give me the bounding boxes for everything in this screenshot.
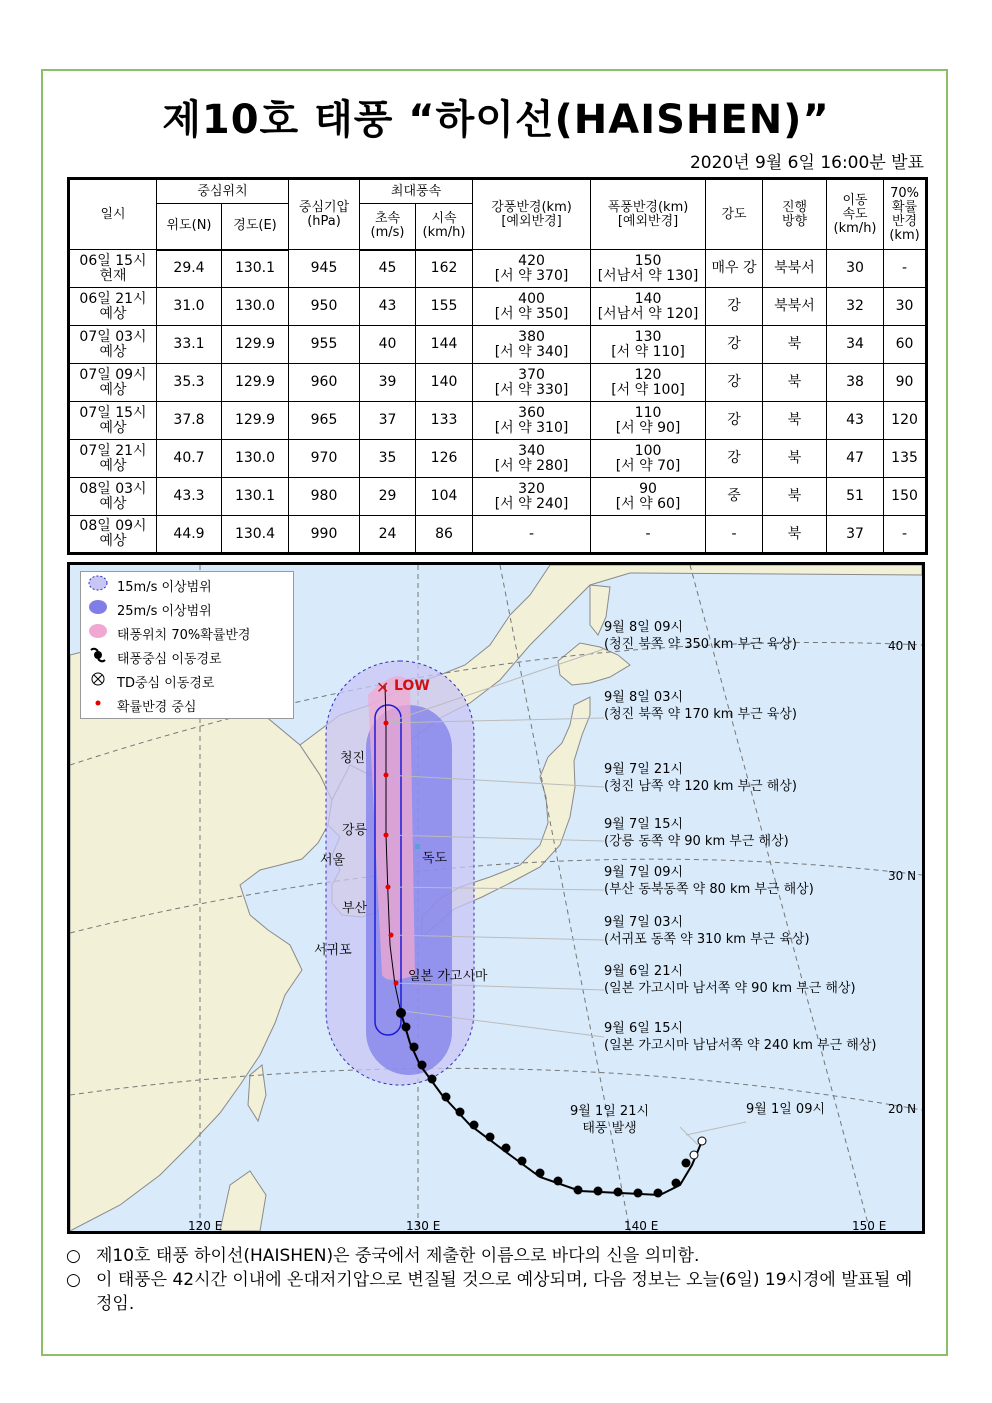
header-prob: 70% 확률 반경 (km) [884,179,927,250]
cell-intensity: 강 [706,440,763,478]
cell-strong-radius: 360 [서 약 310] [473,402,591,440]
note-1: ○ 제10호 태풍 하이선(HAISHEN)은 중국에서 제출한 이름으로 바다의 신을 의미함. [66,1246,700,1266]
cell-pressure: 970 [289,440,360,478]
header-kmh: 시속 (km/h) [416,204,473,250]
typhoon-track-map [67,562,925,1234]
current-position [396,1008,406,1018]
legend-center: 확률반경 중심 [87,694,196,716]
cell-prob: - [884,516,927,554]
track-point [634,1189,643,1198]
cell-time: 08일 09시 예상 [69,516,157,554]
land-philippines [220,1171,266,1231]
cell-pressure: 950 [289,288,360,326]
table-row [69,516,927,554]
track-point [486,1133,495,1142]
cell-lat: 44.9 [157,516,222,554]
cell-direction: 북 [763,402,827,440]
track-point [442,1093,451,1102]
cell-prob: 120 [884,402,927,440]
annotation-0907-21: 9월 7일 21시 (청진 남쪽 약 120 km 부근 해상) [604,762,797,794]
cell-ms: 24 [360,516,416,554]
cell-lon: 130.4 [222,516,289,554]
cell-intensity: 강 [706,326,763,364]
cell-lat: 43.3 [157,478,222,516]
legend-td: TD중심 이동경로 [87,670,214,692]
cell-storm-radius: 150 [서남서 약 130] [591,250,706,288]
cell-kmh: 126 [416,440,473,478]
cell-lat: 37.8 [157,402,222,440]
annotation-0906-15: 9월 6일 15시 (일본 가고시마 남남서쪽 약 240 km 부근 해상) [604,1021,877,1053]
map-legend [80,571,294,719]
track-point [410,1043,419,1052]
forecast-center-point [384,721,389,726]
cell-direction: 북 [763,440,827,478]
cell-direction: 북 [763,364,827,402]
td-icon [87,670,109,688]
cell-direction: 북 [763,326,827,364]
track-point [402,1023,411,1032]
cell-intensity: - [706,516,763,554]
cell-strong-radius: 420 [서 약 370] [473,250,591,288]
cell-pressure: 980 [289,478,360,516]
header-lat: 위도(N) [157,204,222,250]
forecast-table [67,177,928,555]
cell-storm-radius: 140 [서남서 약 120] [591,288,706,326]
track-point [470,1121,479,1130]
header-ms: 초속 (m/s) [360,204,416,250]
track-point [554,1177,563,1186]
cell-storm-radius: 110 [서 약 90] [591,402,706,440]
cell-ms: 39 [360,364,416,402]
cell-lon: 130.0 [222,288,289,326]
cell-speed: 32 [827,288,884,326]
table-row [69,402,927,440]
cell-ms: 37 [360,402,416,440]
track-point [574,1186,583,1195]
land-taiwan [248,1065,266,1121]
header-direction: 진행 방향 [763,179,827,250]
track-point [456,1108,465,1117]
cell-pressure: 955 [289,326,360,364]
cell-ms: 35 [360,440,416,478]
forecast-center-point [386,885,391,890]
lat-40: 40 N [888,639,917,653]
land-asia [70,635,332,1231]
td-mark-2 [690,1151,698,1159]
legend-track: 태풍중심 이동경로 [87,646,222,668]
cell-intensity: 매우 강 [706,250,763,288]
table-row [69,250,927,288]
cell-kmh: 144 [416,326,473,364]
cell-kmh: 86 [416,516,473,554]
table-row [69,288,927,326]
place-seogwipo: 서귀포 [314,943,352,958]
cell-time: 07일 21시 예상 [69,440,157,478]
cell-lon: 129.9 [222,364,289,402]
header-pressure: 중심기압 (hPa) [289,179,360,250]
cell-storm-radius: 130 [서 약 110] [591,326,706,364]
track-point [614,1188,623,1197]
header-storm-radius: 폭풍반경(km) [예외반경] [591,179,706,250]
cell-storm-radius: - [591,516,706,554]
cell-storm-radius: 120 [서 약 100] [591,364,706,402]
cell-prob: - [884,250,927,288]
cell-lon: 129.9 [222,326,289,364]
cell-speed: 30 [827,250,884,288]
track-point [594,1187,603,1196]
lat-20: 20 N [888,1102,917,1116]
cell-ms: 29 [360,478,416,516]
header-lon: 경도(E) [222,204,289,250]
typhoon-icon [87,646,109,664]
annotation-genesis: 9월 1일 21시 태풍 발생 [570,1104,650,1136]
track-point [682,1159,691,1168]
cell-speed: 43 [827,402,884,440]
cell-kmh: 104 [416,478,473,516]
cell-speed: 51 [827,478,884,516]
cell-time: 08일 03시 예상 [69,478,157,516]
track-point [672,1179,681,1188]
cell-lat: 35.3 [157,364,222,402]
td-mark-1 [698,1137,706,1145]
cell-prob: 135 [884,440,927,478]
lon-150: 150 E [852,1219,887,1233]
cell-kmh: 155 [416,288,473,326]
track-point [502,1144,511,1153]
cell-strong-radius: 340 [서 약 280] [473,440,591,478]
forecast-center-point [389,933,394,938]
cell-storm-radius: 100 [서 약 70] [591,440,706,478]
cell-pressure: 965 [289,402,360,440]
cell-direction: 북북서 [763,250,827,288]
cell-strong-radius: - [473,516,591,554]
cell-kmh: 140 [416,364,473,402]
cell-lon: 130.1 [222,250,289,288]
track-point [536,1169,545,1178]
cell-ms: 40 [360,326,416,364]
cell-prob: 30 [884,288,927,326]
track-point [654,1189,663,1198]
cell-storm-radius: 90 [서 약 60] [591,478,706,516]
forecast-center-point [394,981,399,986]
annotation-0907-15: 9월 7일 15시 (강릉 동쪽 약 90 km 부근 해상) [604,817,789,849]
cell-strong-radius: 380 [서 약 340] [473,326,591,364]
cell-prob: 60 [884,326,927,364]
lon-140: 140 E [624,1219,659,1233]
header-time: 일시 [69,179,157,250]
cell-speed: 37 [827,516,884,554]
annotation-0906-21: 9월 6일 21시 (일본 가고시마 남서쪽 약 90 km 부근 해상) [604,964,856,996]
annotation-0908-09: 9월 8일 09시 (청진 북쪽 약 350 km 부근 육상) [604,620,797,652]
place-kagoshima: 일본 가고시마 [408,969,488,984]
table-row [69,364,927,402]
header-maxwind: 최대풍속 [360,179,473,204]
cell-lat: 31.0 [157,288,222,326]
cell-lat: 33.1 [157,326,222,364]
cell-kmh: 133 [416,402,473,440]
cell-strong-radius: 370 [서 약 330] [473,364,591,402]
cell-time: 07일 03시 예상 [69,326,157,364]
header-speed: 이동 속도 (km/h) [827,179,884,250]
notes [66,1244,928,1316]
cell-time: 06일 21시 예상 [69,288,157,326]
cell-lon: 130.1 [222,478,289,516]
cell-pressure: 990 [289,516,360,554]
table-row [69,440,927,478]
cell-intensity: 중 [706,478,763,516]
table-row [69,478,927,516]
cell-pressure: 945 [289,250,360,288]
legend-prob: 태풍위치 70%확률반경 [87,622,251,644]
cell-ms: 45 [360,250,416,288]
table-row [69,326,927,364]
track-point [428,1075,437,1084]
cell-pressure: 960 [289,364,360,402]
cell-ms: 43 [360,288,416,326]
cell-speed: 34 [827,326,884,364]
header-intensity: 강도 [706,179,763,250]
issued-time: 2020년 9월 6일 16:00분 발표 [689,153,924,173]
cell-direction: 북 [763,516,827,554]
cell-kmh: 162 [416,250,473,288]
cell-lat: 40.7 [157,440,222,478]
cell-intensity: 강 [706,364,763,402]
place-dokdo: 독도 [422,851,448,866]
cell-lon: 130.0 [222,440,289,478]
cell-lon: 129.9 [222,402,289,440]
center-dot-icon [87,694,109,712]
low-label: LOW [394,678,430,694]
cell-prob: 90 [884,364,927,402]
header-center: 중심위치 [157,179,289,204]
cell-strong-radius: 320 [서 약 240] [473,478,591,516]
annotation-0908-03: 9월 8일 03시 (청진 북쪽 약 170 km 부근 육상) [604,690,797,722]
place-seoul: 서울 [320,853,346,868]
note-2: ○ 이 태풍은 42시간 이내에 온대저기압으로 변질될 것으로 예상되며, 다음 정보는 오늘(6일) 19시경에 발표될 예정임. [66,1270,913,1314]
annotation-0907-09: 9월 7일 09시 (부산 동북동쪽 약 80 km 부근 해상) [604,865,814,897]
cell-prob: 150 [884,478,927,516]
cell-speed: 38 [827,364,884,402]
lon-130: 130 E [406,1219,441,1233]
low-x-mark: ✕ [376,678,390,697]
legend-15ms: 15m/s 이상범위 [87,574,212,596]
place-chongjin: 청진 [340,751,366,766]
lon-120: 120 E [188,1219,223,1233]
cell-time: 07일 15시 예상 [69,402,157,440]
cell-direction: 북북서 [763,288,827,326]
cell-intensity: 강 [706,402,763,440]
cell-speed: 47 [827,440,884,478]
track-point [418,1061,427,1070]
header-strong-radius: 강풍반경(km) [예외반경] [473,179,591,250]
cell-lat: 29.4 [157,250,222,288]
place-gangneung: 강릉 [342,823,368,838]
cell-time: 06일 15시 현재 [69,250,157,288]
forecast-center-point [384,773,389,778]
track-point [518,1157,527,1166]
cell-strong-radius: 400 [서 약 350] [473,288,591,326]
forecast-center-point [384,833,389,838]
lat-30: 30 N [888,869,917,883]
cell-time: 07일 09시 예상 [69,364,157,402]
annotation-0907-03: 9월 7일 03시 (서귀포 동쪽 약 310 km 부근 육상) [604,915,810,947]
cell-direction: 북 [763,478,827,516]
legend-25ms: 25m/s 이상범위 [87,598,212,620]
place-busan: 부산 [342,901,368,916]
page-title: 제10호 태풍 “하이선(HAISHEN)” [162,97,830,143]
cell-intensity: 강 [706,288,763,326]
dokdo-marker [415,844,420,849]
annotation-td: 9월 1일 09시 [746,1102,826,1117]
